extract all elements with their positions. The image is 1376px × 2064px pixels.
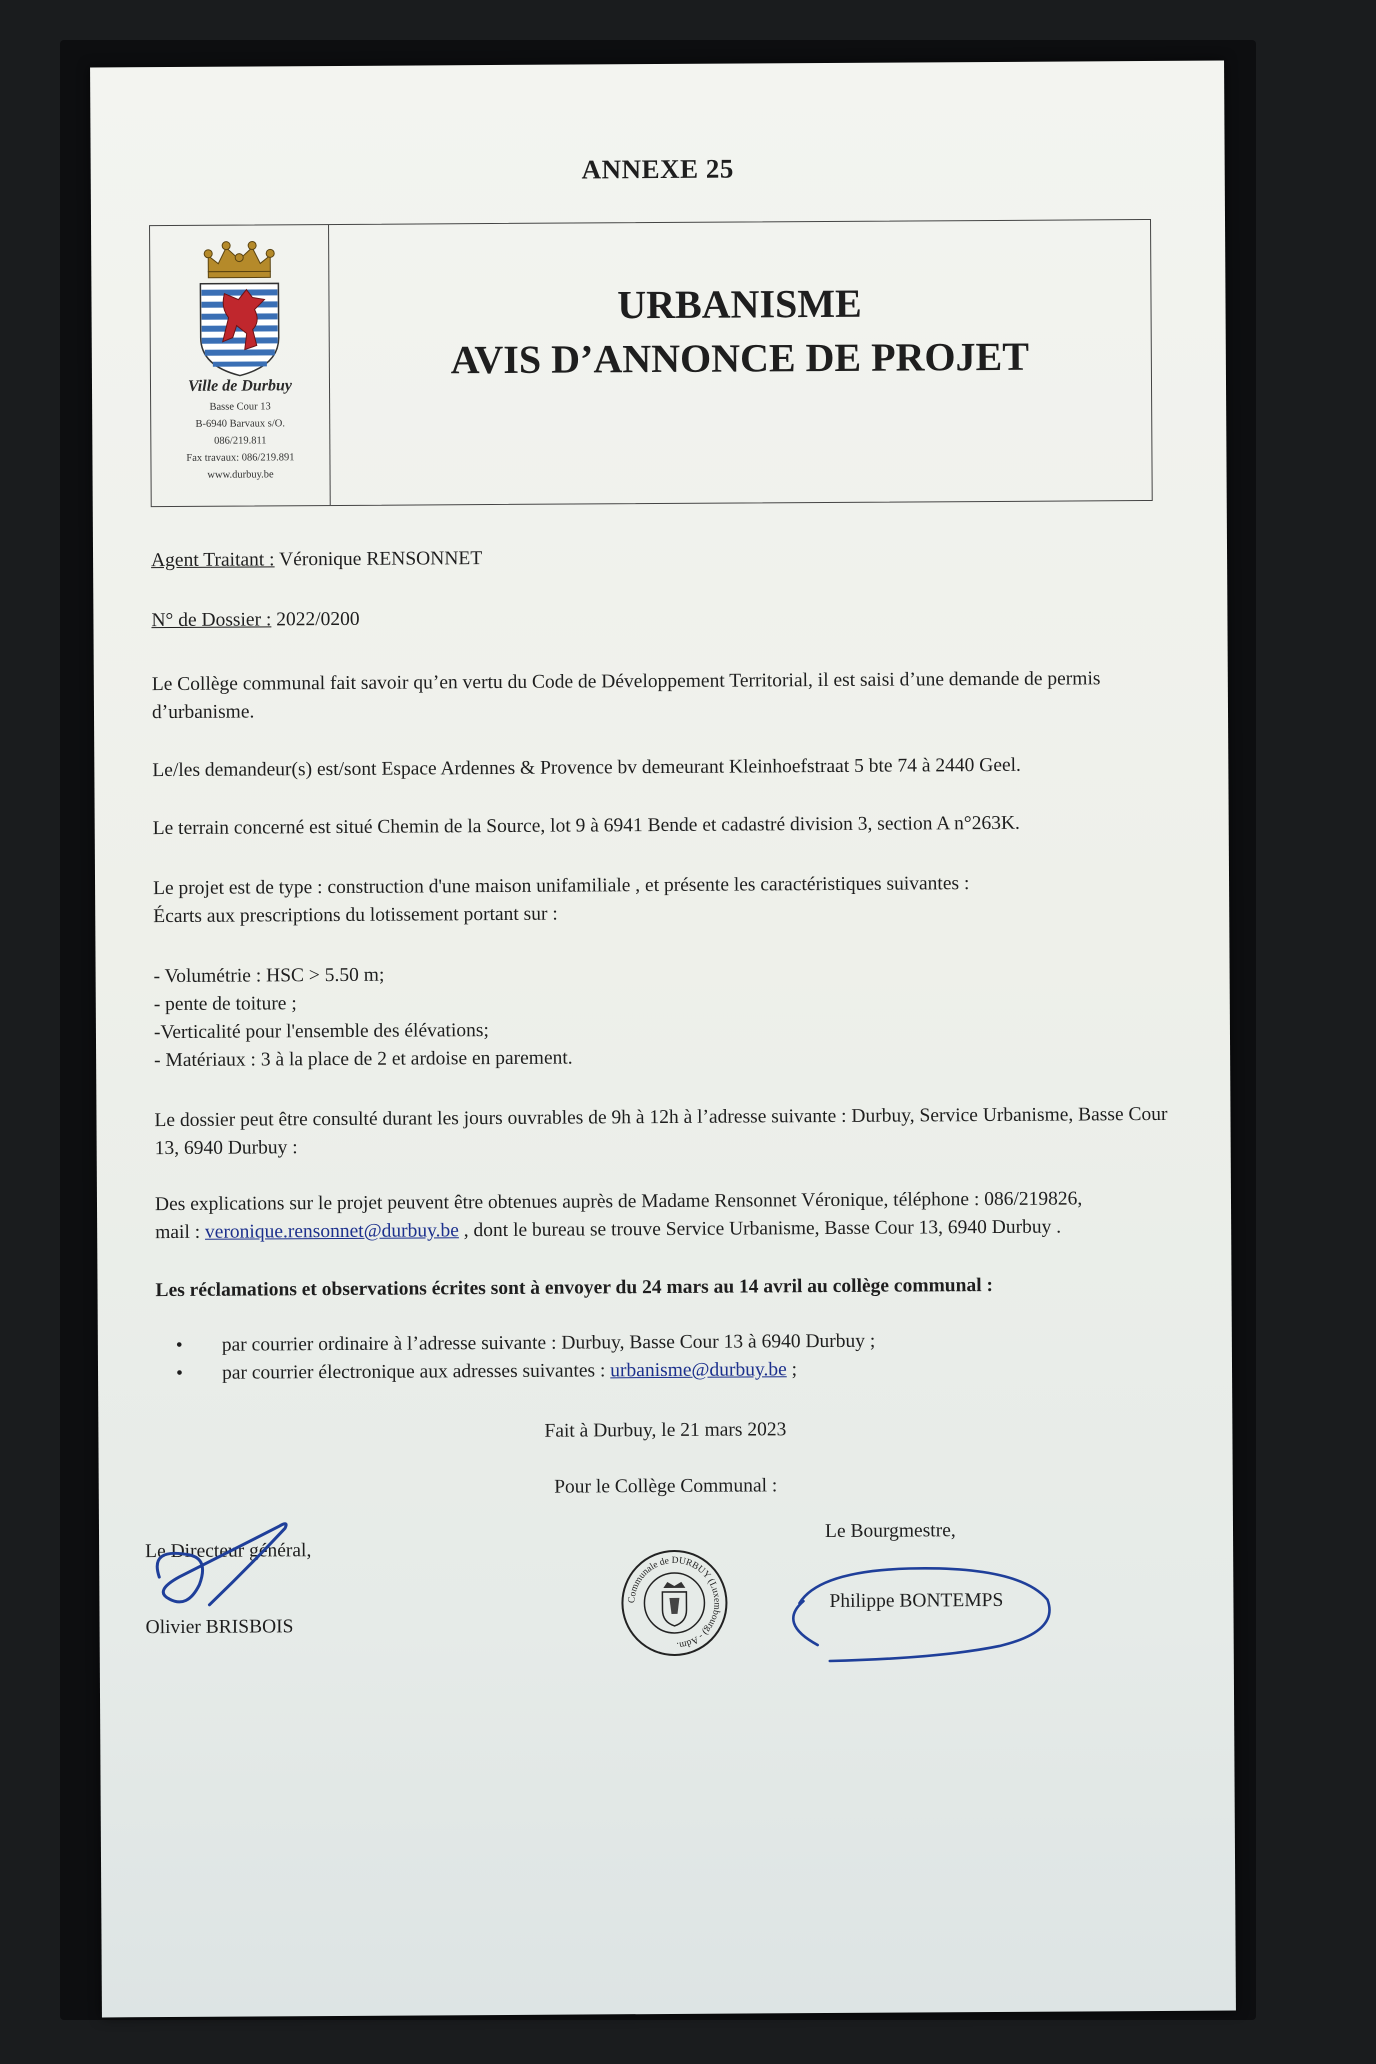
dossier-value: 2022/0200 <box>271 608 360 631</box>
paragraph-project-type: Le projet est de type : construction d'une maison unifamiliale , et présente les caractéristiques suivantes : <box>153 873 970 900</box>
paragraph-reclamations: Les réclamations et observations écrites sont à envoyer du 24 mars au 14 avril au collège communal : <box>155 1274 994 1302</box>
date-line: Fait à Durbuy, le 21 mars 2023 <box>544 1419 787 1442</box>
title-urbanisme: URBANISME <box>617 280 862 328</box>
agent-value: Véronique RENSONNET <box>274 548 483 571</box>
explications-text: Des explications sur le projet peuvent être obtenues auprès de Madame Rensonnet Véronique, téléphone : 086/219826, <box>154 1188 1083 1216</box>
bullet-text: par courrier ordinaire à l’adresse suivante : Durbuy, Basse Cour 13 à 6940 Durbuy ; <box>221 1330 876 1356</box>
paragraph-terrain: Le terrain concerné est situé Chemin de la Source, lot 9 à 6941 Bende et cadastré division 3, section A n°263K. <box>152 812 1020 840</box>
logo-phone-line: 086/219.811 <box>214 435 267 447</box>
bullet-dot: • <box>175 1362 183 1384</box>
dossier-label: N° de Dossier : <box>151 609 272 632</box>
list-item: - Volumétrie : HSC > 5.50 m; <box>153 964 385 988</box>
notice-screen <box>90 61 1236 2018</box>
paragraph-consultation: Le dossier peut être consulté durant les jours ouvrables de 9h à 12h à l’adresse suivante : Durbuy, Service Urbanisme, Basse Cour 13, 6940 Durbuy : <box>154 1103 1168 1160</box>
mayor-name: Philippe BONTEMPS <box>829 1589 1004 1612</box>
mail-label: mail : <box>155 1221 206 1244</box>
list-item: -Verticalité pour l'ensemble des élévations; <box>153 1020 489 1044</box>
list-item: - pente de toiture ; <box>153 993 297 1016</box>
agent-label: Agent Traitant : <box>151 549 275 572</box>
urbanisme-email-link[interactable]: urbanisme@durbuy.be <box>610 1359 787 1382</box>
list-item <box>176 1357 1176 1391</box>
mayor-signature <box>759 1541 1080 1683</box>
bullet-dot: • <box>175 1334 183 1356</box>
office-text: , dont le bureau se trouve Service Urbanisme, Basse Cour 13, 6940 Durbuy . <box>458 1216 1062 1242</box>
dossier-line <box>151 601 1167 635</box>
paragraph-explications <box>155 1185 1171 1247</box>
logo-cell <box>150 225 331 506</box>
for-college-line: Pour le Collège Communal : <box>554 1475 778 1498</box>
director-name: Olivier BRISBOIS <box>145 1616 294 1639</box>
agent-line <box>151 541 1167 575</box>
logo-website-line: www.durbuy.be <box>207 469 274 481</box>
title-cell <box>328 220 1152 505</box>
director-signature <box>139 1506 340 1627</box>
agent-email-link[interactable]: veronique.rensonnet@durbuy.be <box>204 1220 459 1243</box>
list-item: - Matériaux : 3 à la place de 2 et ardoise en parement. <box>154 1047 573 1072</box>
mayor-title: Le Bourgmestre, <box>824 1520 956 1543</box>
logo-address-line: Basse Cour 13 <box>209 401 271 413</box>
logo-postcode-line: B-6940 Barvaux s/O. <box>195 418 286 430</box>
logo-fax-line: Fax travaux: 086/219.891 <box>186 452 295 464</box>
paragraph-applicant: Le/les demandeur(s) est/sont Espace Ardennes & Provence bv demeurant Kleinhoefstraat 5 bte 74 à 2440 Geel. <box>152 754 1021 782</box>
title-avis: AVIS D’ANNONCE DE PROJET <box>450 333 1030 383</box>
bullet-text-email <box>222 1359 797 1385</box>
header-box <box>149 219 1153 507</box>
paragraph-code: Le Collège communal fait savoir qu’en vertu du Code de Développement Territorial, il est saisi d’une demande de permis d’urbanisme. <box>151 668 1101 724</box>
director-title: Le Directeur général, <box>145 1540 312 1563</box>
logo-name: Ville de Durbuy <box>187 377 293 395</box>
bullet-email-label: par courrier électronique aux adresses suivantes : <box>221 1360 611 1384</box>
stamp-text: Communale de DURBUY (Luxembourg) - Adm. <box>627 1555 722 1650</box>
paragraph-ecarts: Écarts aux prescriptions du lotissement portant sur : <box>153 903 558 928</box>
bullet-end: ; <box>786 1359 798 1381</box>
commune-stamp <box>619 1548 730 1659</box>
annexe-label: ANNEXE 25 <box>581 153 734 185</box>
crest-icon <box>194 237 285 378</box>
